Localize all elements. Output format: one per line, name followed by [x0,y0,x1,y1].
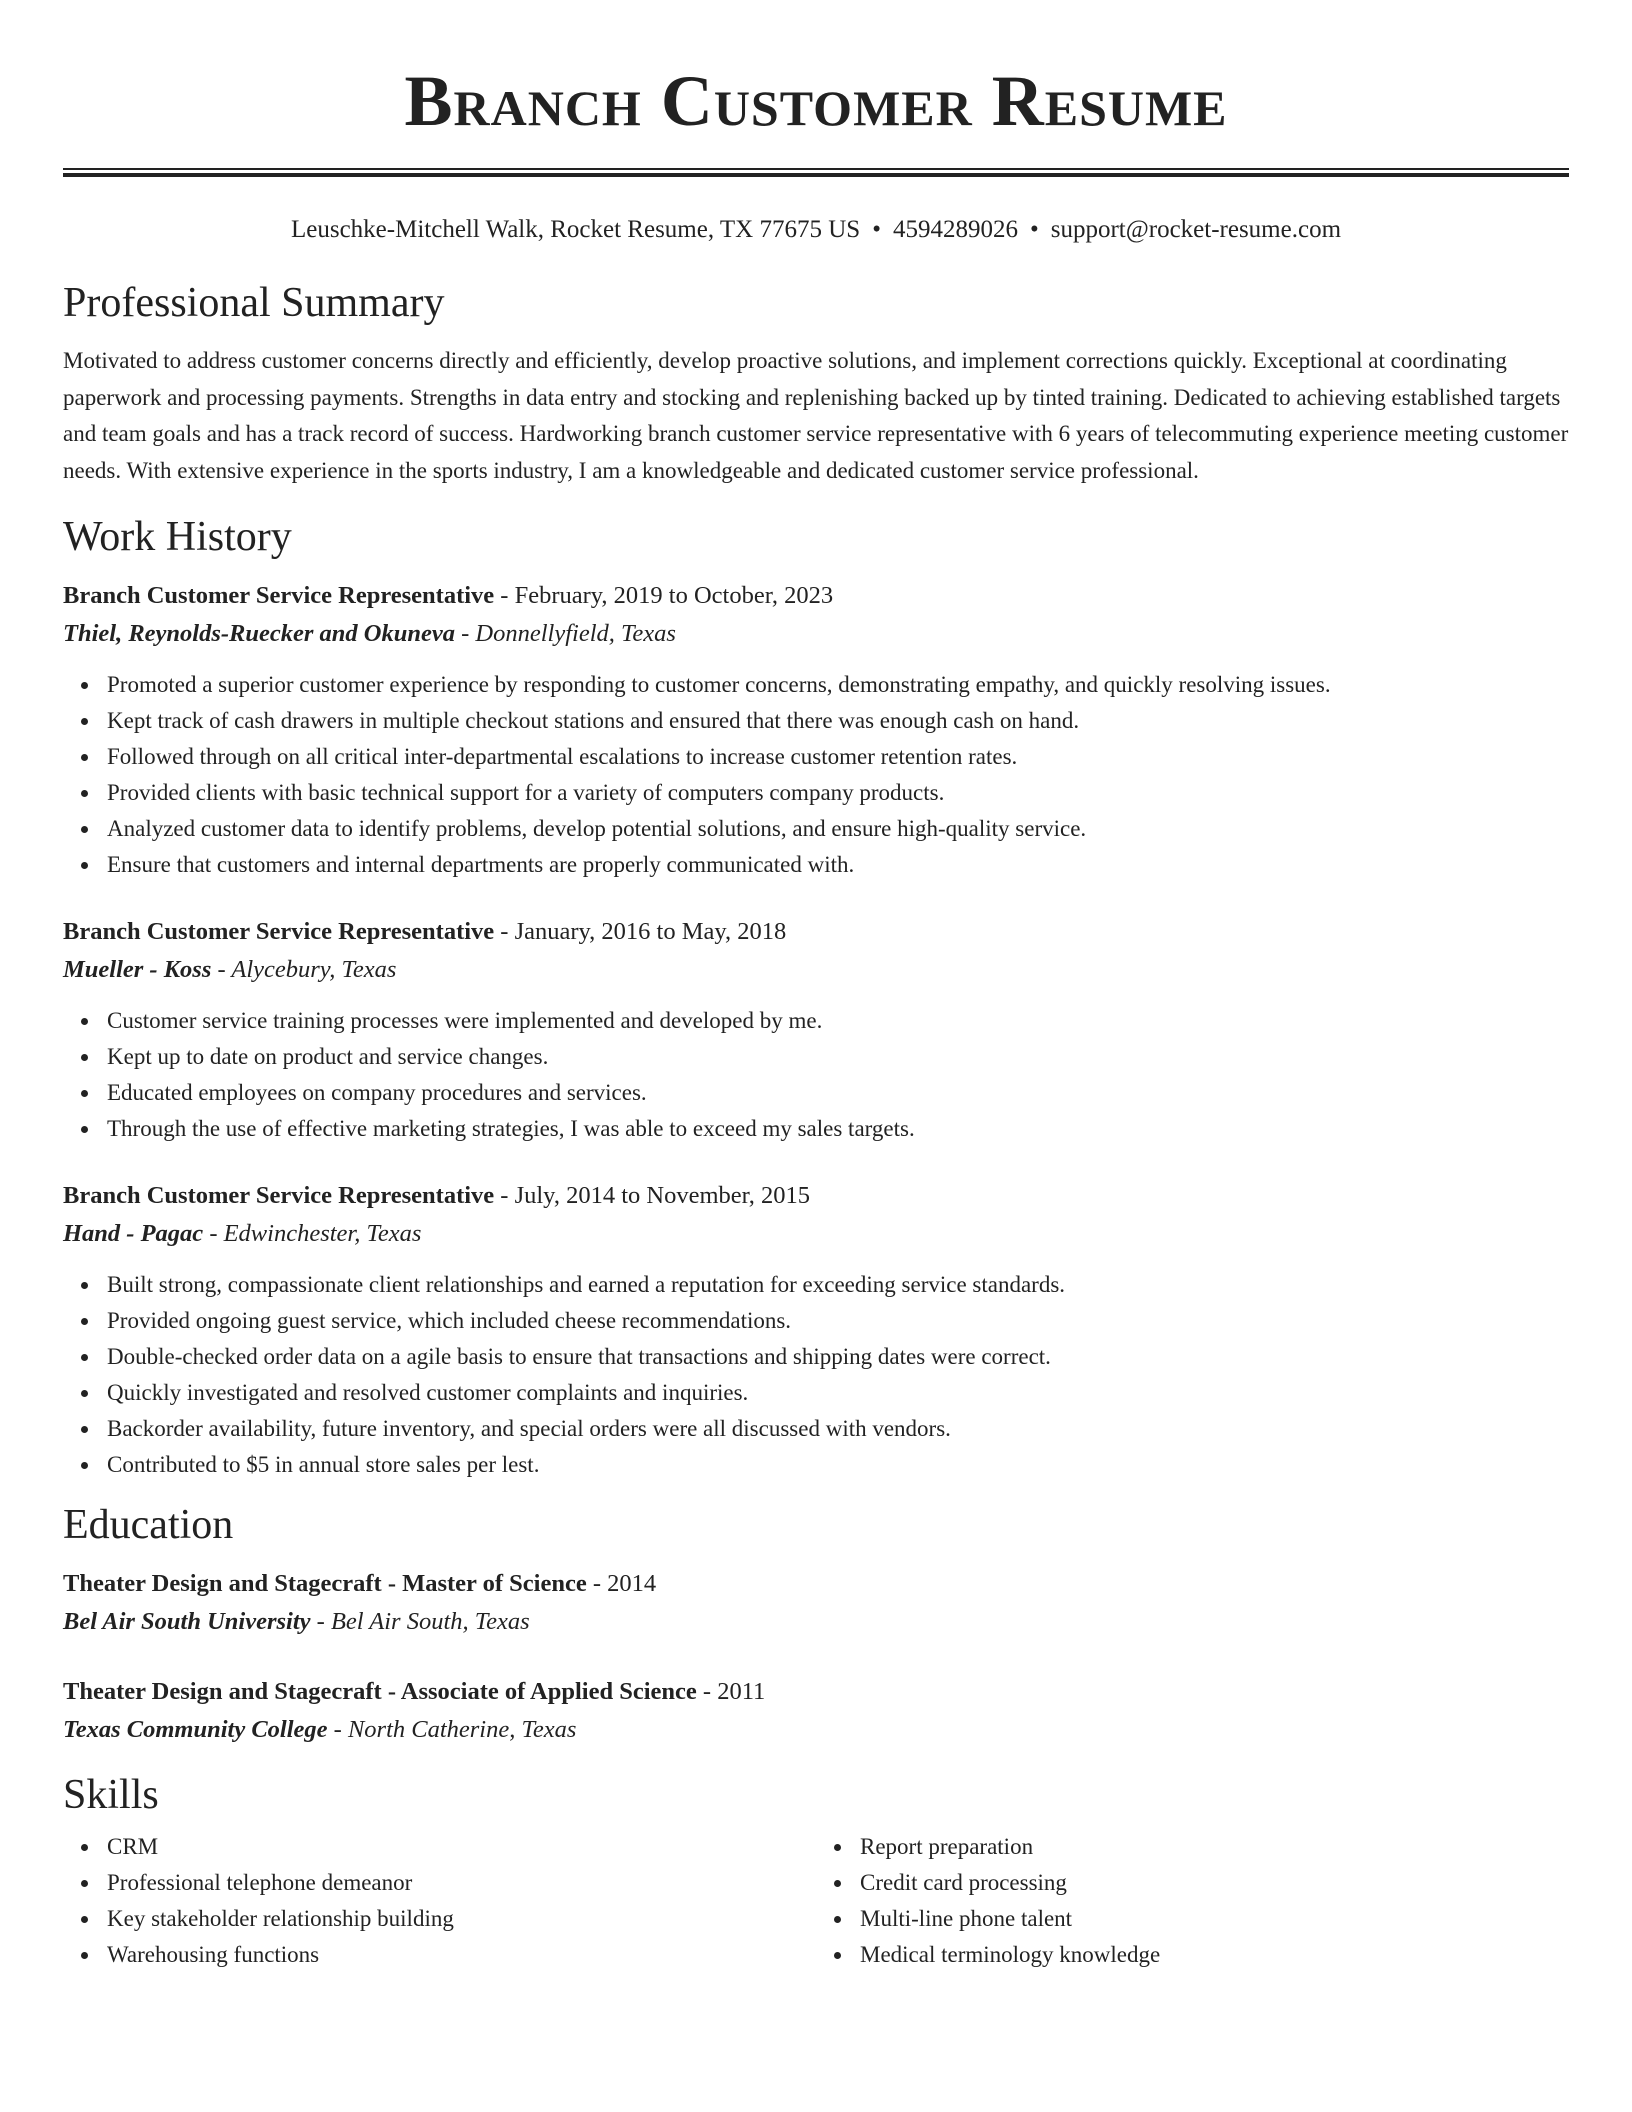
list-item: Backorder availability, future inventory, and special orders were all discussed with vendors. [107,1411,1569,1447]
list-item: Ensure that customers and internal departments are properly communicated with. [107,847,1569,883]
contact-email: support@rocket-resume.com [1050,216,1342,243]
skill-item: Warehousing functions [107,1937,816,1973]
summary-text: Motivated to address customer concerns directly and efficiently, develop proactive solutions, and implement corrections quickly. Exceptional at coordinating paperwork and processing payments. Strengths in data entry and stocking and replenishing backed up by tinted training. Dedicated to achieving established targets and team goals and has a track record of success. Hardworking branch customer service representative with 6 years of telecommuting experience meeting customer needs. With extensive experience in the sports industry, I am a knowledgeable and dedicated customer service professional. [63,348,1569,483]
job-title: Branch Customer Service Representative [63,582,495,609]
job-dates: - January, 2016 to May, 2018 [494,918,787,945]
contact-address: Leuschke-Mitchell Walk, Rocket Resume, TX 77675 US [290,216,861,243]
education-entry [63,1673,1569,1749]
degree-line [63,1673,1569,1711]
job-org-line [63,951,1569,989]
job-dates: - February, 2019 to October, 2023 [494,582,834,609]
contact-phone: 4594289026 [892,216,1018,243]
title-divider [63,168,1569,177]
job-bullets [63,1003,1569,1147]
skills-columns [63,1829,1569,1973]
job-entry [63,577,1569,883]
list-item: Quickly investigated and resolved customer complaints and inquiries. [107,1375,1569,1411]
education-heading: Education [63,1502,234,1548]
job-title-line [63,1177,1569,1215]
job-location: - Donnellyfield, Texas [455,620,676,647]
skill-item: Report preparation [860,1829,1569,1865]
skill-item: Medical terminology knowledge [860,1937,1569,1973]
job-location: - Alycebury, Texas [211,956,397,983]
contact-separator: • [1029,216,1039,243]
job-entry [63,1177,1569,1483]
school-line [63,1711,1569,1749]
job-company: Mueller - Koss [63,956,212,983]
job-entry [63,913,1569,1147]
list-item: Provided ongoing guest service, which included cheese recommendations. [107,1303,1569,1339]
skill-item: Multi-line phone talent [860,1901,1569,1937]
job-company: Hand - Pagac [63,1220,204,1247]
job-org-line [63,1215,1569,1253]
list-item: Analyzed customer data to identify problems, develop potential solutions, and ensure high-quality service. [107,811,1569,847]
degree-year: - 2011 [696,1678,766,1705]
list-item: Promoted a superior customer experience by responding to customer concerns, demonstrating empathy, and quickly resolving issues. [107,667,1569,703]
job-title: Branch Customer Service Representative [63,1182,495,1209]
skills-list-left [63,1829,816,1973]
education-entry [63,1565,1569,1641]
degree: Theater Design and Stagecraft - Master of Science [63,1570,587,1597]
list-item: Contributed to $5 in annual store sales per lest. [107,1447,1569,1483]
job-org-line [63,615,1569,653]
skill-item: Key stakeholder relationship building [107,1901,816,1937]
skills-heading: Skills [63,1772,159,1818]
job-title-line [63,577,1569,615]
school: Texas Community College [63,1716,328,1743]
contact-line [63,213,1569,247]
job-location: - Edwinchester, Texas [203,1220,422,1247]
school-location: - North Catherine, Texas [327,1716,577,1743]
degree-year: - 2014 [586,1570,657,1597]
job-title: Branch Customer Service Representative [63,918,495,945]
list-item: Through the use of effective marketing strategies, I was able to exceed my sales targets. [107,1111,1569,1147]
list-item: Kept track of cash drawers in multiple checkout stations and ensured that there was enough cash on hand. [107,703,1569,739]
job-company: Thiel, Reynolds-Ruecker and Okuneva [63,620,455,647]
job-dates: - July, 2014 to November, 2015 [494,1182,811,1209]
school: Bel Air South University [63,1608,311,1635]
work-history-heading: Work History [63,514,292,560]
skill-item: Credit card processing [860,1865,1569,1901]
degree: Theater Design and Stagecraft - Associate of Applied Science [63,1678,697,1705]
skills-list-right [816,1829,1569,1973]
job-bullets [63,667,1569,883]
list-item: Provided clients with basic technical support for a variety of computers company products. [107,775,1569,811]
school-location: - Bel Air South, Texas [310,1608,530,1635]
list-item: Customer service training processes were implemented and developed by me. [107,1003,1569,1039]
summary-heading: Professional Summary [63,280,445,326]
list-item: Kept up to date on product and service changes. [107,1039,1569,1075]
degree-line [63,1565,1569,1603]
skill-item: CRM [107,1829,816,1865]
list-item: Educated employees on company procedures and services. [107,1075,1569,1111]
contact-separator: • [872,216,881,243]
list-item: Followed through on all critical inter-departmental escalations to increase customer retention rates. [107,739,1569,775]
list-item: Double-checked order data on a agile basis to ensure that transactions and shipping dates were correct. [107,1339,1569,1375]
resume-title: Branch Customer Resume [404,61,1228,141]
list-item: Built strong, compassionate client relationships and earned a reputation for exceeding service standards. [107,1267,1569,1303]
school-line [63,1603,1569,1641]
skill-item: Professional telephone demeanor [107,1865,816,1901]
job-title-line [63,913,1569,951]
job-bullets [63,1267,1569,1483]
